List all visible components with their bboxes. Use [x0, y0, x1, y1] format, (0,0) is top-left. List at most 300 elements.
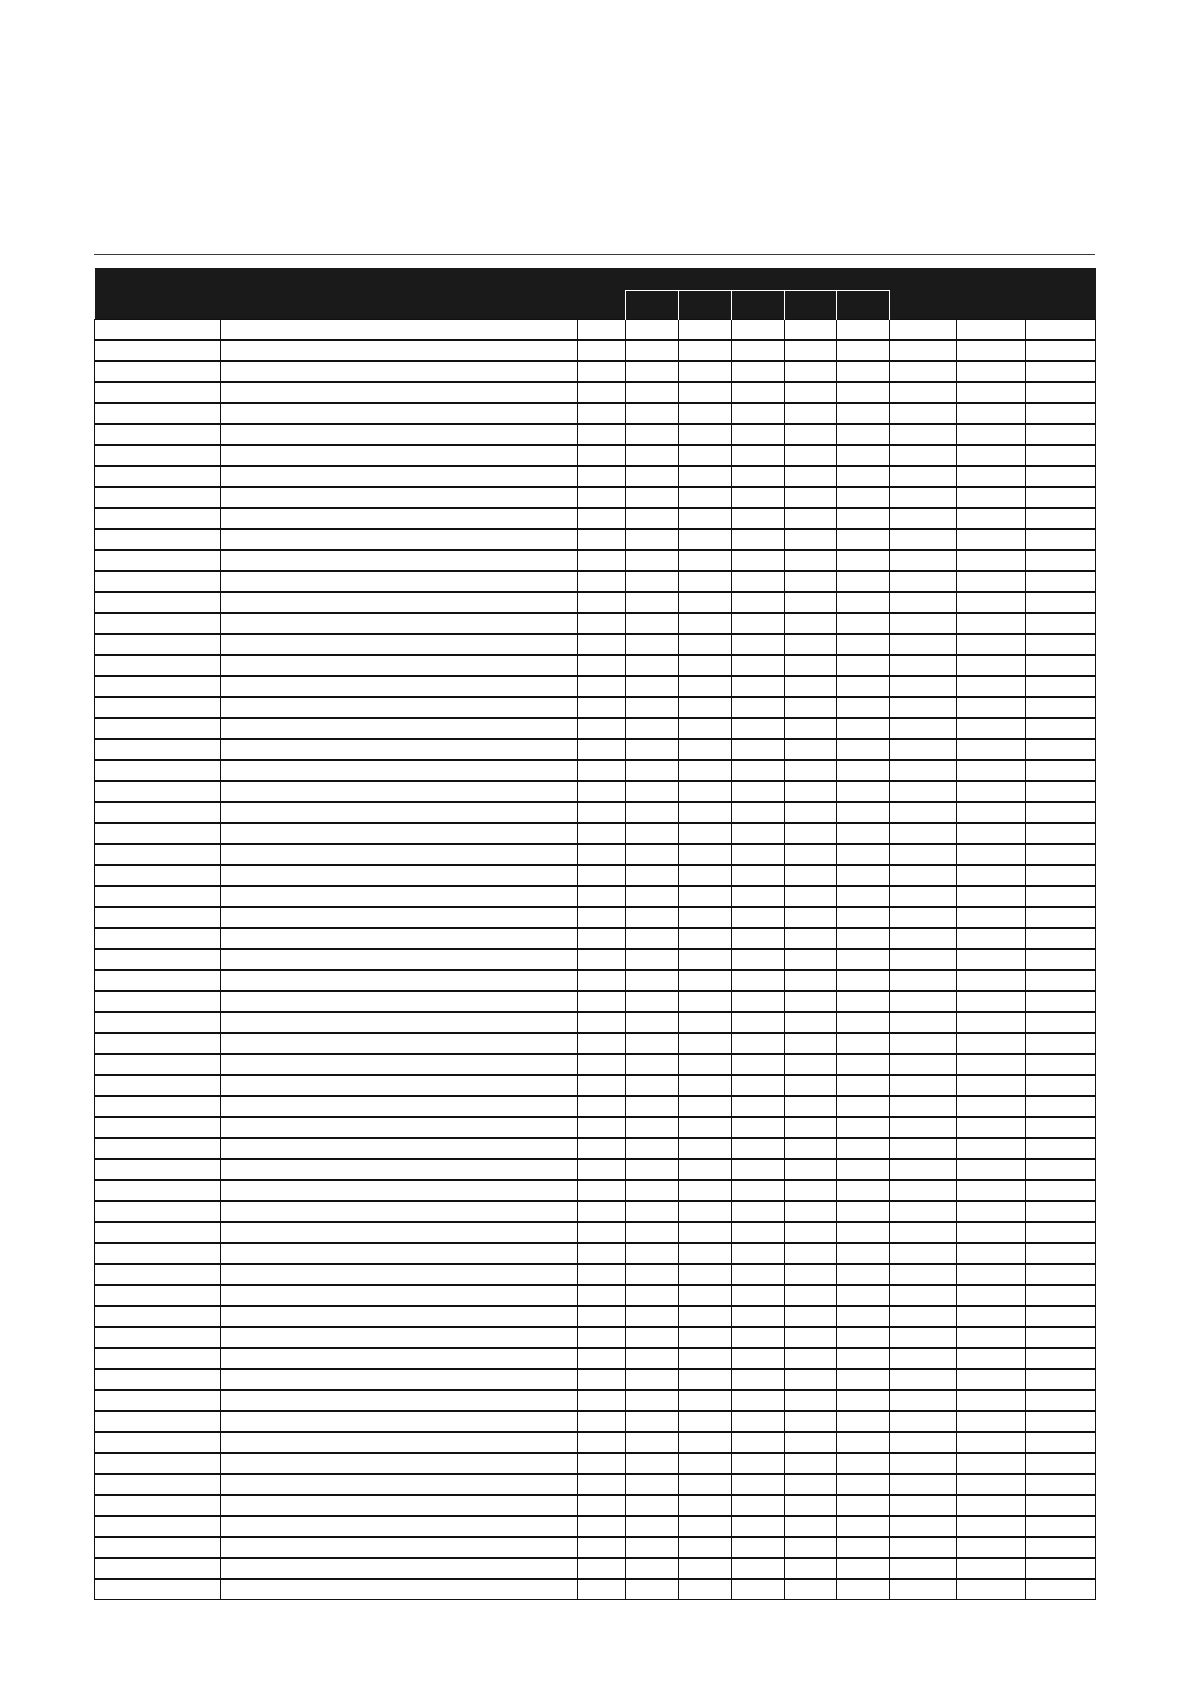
table-cell[interactable] [837, 1180, 890, 1201]
table-cell[interactable] [837, 1516, 890, 1537]
table-cell[interactable] [732, 1348, 785, 1369]
table-cell[interactable] [785, 424, 837, 445]
table-cell[interactable] [837, 760, 890, 781]
table-cell[interactable] [732, 1159, 785, 1180]
table-cell[interactable] [732, 1558, 785, 1579]
table-cell[interactable] [578, 340, 626, 361]
table-cell[interactable] [837, 676, 890, 697]
table-cell[interactable] [837, 529, 890, 550]
table-cell[interactable] [95, 718, 221, 739]
table-cell[interactable] [626, 1579, 679, 1600]
table-cell[interactable] [732, 844, 785, 865]
table-cell[interactable] [732, 886, 785, 907]
table-cell[interactable] [221, 802, 578, 823]
table-cell[interactable] [1026, 1222, 1096, 1243]
table-cell[interactable] [890, 697, 957, 718]
table-cell[interactable] [1026, 991, 1096, 1012]
table-cell[interactable] [221, 676, 578, 697]
table-cell[interactable] [732, 1201, 785, 1222]
table-cell[interactable] [221, 1390, 578, 1411]
table-cell[interactable] [95, 1327, 221, 1348]
table-cell[interactable] [95, 970, 221, 991]
table-cell[interactable] [890, 1558, 957, 1579]
table-cell[interactable] [679, 487, 732, 508]
table-cell[interactable] [890, 529, 957, 550]
table-cell[interactable] [95, 760, 221, 781]
table-cell[interactable] [679, 320, 732, 341]
table-cell[interactable] [890, 1537, 957, 1558]
table-cell[interactable] [679, 970, 732, 991]
table-cell[interactable] [221, 886, 578, 907]
table-cell[interactable] [95, 1012, 221, 1033]
table-cell[interactable] [679, 613, 732, 634]
table-cell[interactable] [785, 718, 837, 739]
table-cell[interactable] [626, 1432, 679, 1453]
table-cell[interactable] [1026, 424, 1096, 445]
table-cell[interactable] [957, 320, 1026, 341]
table-cell[interactable] [732, 1180, 785, 1201]
table-cell[interactable] [890, 634, 957, 655]
table-cell[interactable] [1026, 340, 1096, 361]
table-cell[interactable] [578, 403, 626, 424]
table-cell[interactable] [837, 550, 890, 571]
table-cell[interactable] [578, 1012, 626, 1033]
table-cell[interactable] [221, 655, 578, 676]
table-cell[interactable] [785, 487, 837, 508]
table-cell[interactable] [890, 676, 957, 697]
table-cell[interactable] [95, 991, 221, 1012]
table-cell[interactable] [679, 760, 732, 781]
table-cell[interactable] [626, 1264, 679, 1285]
table-cell[interactable] [1026, 1453, 1096, 1474]
table-cell[interactable] [890, 1012, 957, 1033]
table-cell[interactable] [679, 1411, 732, 1432]
table-cell[interactable] [890, 1075, 957, 1096]
table-cell[interactable] [732, 697, 785, 718]
table-cell[interactable] [1026, 1369, 1096, 1390]
table-cell[interactable] [890, 1327, 957, 1348]
table-cell[interactable] [221, 424, 578, 445]
table-cell[interactable] [95, 403, 221, 424]
table-cell[interactable] [95, 1264, 221, 1285]
table-cell[interactable] [785, 1138, 837, 1159]
table-cell[interactable] [957, 1222, 1026, 1243]
table-cell[interactable] [221, 1558, 578, 1579]
table-cell[interactable] [957, 676, 1026, 697]
table-cell[interactable] [221, 1054, 578, 1075]
table-cell[interactable] [679, 1432, 732, 1453]
table-cell[interactable] [578, 320, 626, 341]
table-cell[interactable] [1026, 613, 1096, 634]
table-cell[interactable] [785, 466, 837, 487]
table-cell[interactable] [578, 1558, 626, 1579]
table-cell[interactable] [221, 760, 578, 781]
table-cell[interactable] [95, 1579, 221, 1600]
table-cell[interactable] [679, 844, 732, 865]
table-cell[interactable] [95, 1054, 221, 1075]
table-cell[interactable] [221, 1117, 578, 1138]
table-cell[interactable] [890, 886, 957, 907]
table-cell[interactable] [1026, 1117, 1096, 1138]
table-cell[interactable] [1026, 1054, 1096, 1075]
table-cell[interactable] [679, 1243, 732, 1264]
table-cell[interactable] [785, 1243, 837, 1264]
table-cell[interactable] [837, 592, 890, 613]
table-cell[interactable] [626, 991, 679, 1012]
table-cell[interactable] [957, 1054, 1026, 1075]
table-cell[interactable] [578, 907, 626, 928]
table-cell[interactable] [679, 697, 732, 718]
table-cell[interactable] [578, 1138, 626, 1159]
table-cell[interactable] [890, 1285, 957, 1306]
table-cell[interactable] [890, 487, 957, 508]
table-cell[interactable] [785, 1327, 837, 1348]
table-cell[interactable] [957, 970, 1026, 991]
table-cell[interactable] [1026, 1012, 1096, 1033]
table-cell[interactable] [679, 1537, 732, 1558]
table-cell[interactable] [626, 1495, 679, 1516]
table-cell[interactable] [95, 487, 221, 508]
table-cell[interactable] [890, 1180, 957, 1201]
table-cell[interactable] [785, 508, 837, 529]
table-cell[interactable] [837, 1285, 890, 1306]
table-cell[interactable] [578, 487, 626, 508]
table-cell[interactable] [679, 1453, 732, 1474]
table-cell[interactable] [95, 361, 221, 382]
table-cell[interactable] [957, 1285, 1026, 1306]
table-cell[interactable] [890, 1033, 957, 1054]
table-cell[interactable] [785, 697, 837, 718]
table-cell[interactable] [837, 466, 890, 487]
table-cell[interactable] [221, 739, 578, 760]
table-cell[interactable] [626, 1348, 679, 1369]
table-cell[interactable] [578, 928, 626, 949]
table-cell[interactable] [890, 1390, 957, 1411]
table-cell[interactable] [626, 1558, 679, 1579]
table-cell[interactable] [679, 781, 732, 802]
table-cell[interactable] [679, 508, 732, 529]
table-cell[interactable] [626, 382, 679, 403]
table-cell[interactable] [1026, 1096, 1096, 1117]
table-cell[interactable] [221, 1285, 578, 1306]
table-cell[interactable] [785, 1558, 837, 1579]
table-cell[interactable] [626, 613, 679, 634]
table-cell[interactable] [221, 1327, 578, 1348]
table-cell[interactable] [578, 550, 626, 571]
table-cell[interactable] [578, 1075, 626, 1096]
table-cell[interactable] [732, 592, 785, 613]
table-cell[interactable] [785, 823, 837, 844]
table-cell[interactable] [785, 1411, 837, 1432]
table-cell[interactable] [957, 1516, 1026, 1537]
table-cell[interactable] [221, 361, 578, 382]
table-cell[interactable] [957, 361, 1026, 382]
table-cell[interactable] [957, 550, 1026, 571]
table-cell[interactable] [221, 1264, 578, 1285]
table-cell[interactable] [1026, 760, 1096, 781]
table-cell[interactable] [785, 928, 837, 949]
table-cell[interactable] [732, 1411, 785, 1432]
table-cell[interactable] [95, 1432, 221, 1453]
table-cell[interactable] [785, 1159, 837, 1180]
table-cell[interactable] [890, 1201, 957, 1222]
table-cell[interactable] [837, 1369, 890, 1390]
table-cell[interactable] [679, 403, 732, 424]
table-cell[interactable] [890, 865, 957, 886]
table-cell[interactable] [785, 1306, 837, 1327]
table-cell[interactable] [626, 592, 679, 613]
table-cell[interactable] [679, 1012, 732, 1033]
table-cell[interactable] [95, 676, 221, 697]
table-cell[interactable] [679, 1138, 732, 1159]
table-cell[interactable] [679, 718, 732, 739]
table-cell[interactable] [1026, 823, 1096, 844]
table-cell[interactable] [679, 823, 732, 844]
table-cell[interactable] [578, 1579, 626, 1600]
table-cell[interactable] [890, 1432, 957, 1453]
table-cell[interactable] [1026, 1495, 1096, 1516]
table-cell[interactable] [1026, 928, 1096, 949]
table-cell[interactable] [732, 970, 785, 991]
table-cell[interactable] [785, 1201, 837, 1222]
table-cell[interactable] [1026, 466, 1096, 487]
table-cell[interactable] [837, 487, 890, 508]
table-cell[interactable] [221, 1033, 578, 1054]
table-cell[interactable] [785, 1474, 837, 1495]
table-cell[interactable] [732, 1075, 785, 1096]
table-cell[interactable] [1026, 1348, 1096, 1369]
table-cell[interactable] [1026, 1579, 1096, 1600]
table-cell[interactable] [221, 1348, 578, 1369]
table-cell[interactable] [957, 1348, 1026, 1369]
table-cell[interactable] [837, 1411, 890, 1432]
table-cell[interactable] [95, 1411, 221, 1432]
table-cell[interactable] [957, 424, 1026, 445]
table-cell[interactable] [1026, 1201, 1096, 1222]
table-cell[interactable] [626, 1012, 679, 1033]
table-cell[interactable] [578, 424, 626, 445]
table-cell[interactable] [679, 1558, 732, 1579]
table-cell[interactable] [578, 823, 626, 844]
table-cell[interactable] [957, 382, 1026, 403]
table-cell[interactable] [221, 865, 578, 886]
table-cell[interactable] [1026, 949, 1096, 970]
table-cell[interactable] [1026, 403, 1096, 424]
table-cell[interactable] [732, 1285, 785, 1306]
table-cell[interactable] [837, 1579, 890, 1600]
table-cell[interactable] [1026, 1411, 1096, 1432]
table-cell[interactable] [837, 340, 890, 361]
table-cell[interactable] [626, 655, 679, 676]
table-cell[interactable] [679, 1201, 732, 1222]
table-cell[interactable] [578, 1159, 626, 1180]
table-cell[interactable] [626, 949, 679, 970]
table-cell[interactable] [95, 928, 221, 949]
table-cell[interactable] [95, 466, 221, 487]
table-cell[interactable] [578, 1516, 626, 1537]
table-cell[interactable] [785, 571, 837, 592]
table-cell[interactable] [1026, 382, 1096, 403]
table-cell[interactable] [785, 1180, 837, 1201]
table-cell[interactable] [837, 928, 890, 949]
table-cell[interactable] [95, 1201, 221, 1222]
table-cell[interactable] [837, 1390, 890, 1411]
table-cell[interactable] [578, 1285, 626, 1306]
table-cell[interactable] [95, 1180, 221, 1201]
table-cell[interactable] [95, 1096, 221, 1117]
table-cell[interactable] [732, 676, 785, 697]
table-cell[interactable] [578, 1201, 626, 1222]
table-cell[interactable] [221, 949, 578, 970]
table-cell[interactable] [679, 1285, 732, 1306]
table-cell[interactable] [679, 1516, 732, 1537]
table-cell[interactable] [679, 529, 732, 550]
table-cell[interactable] [785, 1222, 837, 1243]
table-cell[interactable] [95, 634, 221, 655]
table-cell[interactable] [95, 382, 221, 403]
table-cell[interactable] [837, 1264, 890, 1285]
table-cell[interactable] [732, 1432, 785, 1453]
table-cell[interactable] [837, 571, 890, 592]
table-cell[interactable] [626, 1222, 679, 1243]
table-cell[interactable] [578, 1432, 626, 1453]
table-cell[interactable] [957, 508, 1026, 529]
table-cell[interactable] [221, 1516, 578, 1537]
table-cell[interactable] [890, 949, 957, 970]
table-cell[interactable] [1026, 571, 1096, 592]
table-cell[interactable] [837, 1054, 890, 1075]
table-cell[interactable] [578, 1537, 626, 1558]
table-cell[interactable] [679, 1096, 732, 1117]
table-cell[interactable] [626, 361, 679, 382]
table-cell[interactable] [957, 802, 1026, 823]
table-cell[interactable] [679, 1348, 732, 1369]
table-cell[interactable] [732, 907, 785, 928]
table-cell[interactable] [732, 1054, 785, 1075]
table-cell[interactable] [957, 844, 1026, 865]
table-cell[interactable] [837, 1117, 890, 1138]
table-cell[interactable] [679, 886, 732, 907]
table-cell[interactable] [221, 1411, 578, 1432]
table-cell[interactable] [626, 1411, 679, 1432]
table-cell[interactable] [95, 781, 221, 802]
table-cell[interactable] [1026, 1474, 1096, 1495]
table-cell[interactable] [221, 1201, 578, 1222]
table-cell[interactable] [95, 592, 221, 613]
table-cell[interactable] [1026, 445, 1096, 466]
table-cell[interactable] [957, 1159, 1026, 1180]
table-cell[interactable] [95, 1159, 221, 1180]
table-cell[interactable] [626, 1054, 679, 1075]
table-cell[interactable] [679, 655, 732, 676]
table-cell[interactable] [578, 634, 626, 655]
table-cell[interactable] [890, 508, 957, 529]
table-cell[interactable] [732, 529, 785, 550]
table-cell[interactable] [95, 1348, 221, 1369]
table-cell[interactable] [578, 1180, 626, 1201]
table-cell[interactable] [957, 1453, 1026, 1474]
table-cell[interactable] [95, 1369, 221, 1390]
table-cell[interactable] [785, 550, 837, 571]
table-cell[interactable] [679, 991, 732, 1012]
table-cell[interactable] [95, 1117, 221, 1138]
table-cell[interactable] [732, 1264, 785, 1285]
table-cell[interactable] [221, 466, 578, 487]
table-cell[interactable] [890, 718, 957, 739]
table-cell[interactable] [1026, 844, 1096, 865]
table-cell[interactable] [95, 886, 221, 907]
table-cell[interactable] [679, 1180, 732, 1201]
table-cell[interactable] [221, 1159, 578, 1180]
table-cell[interactable] [95, 1285, 221, 1306]
table-cell[interactable] [578, 676, 626, 697]
table-cell[interactable] [732, 487, 785, 508]
table-cell[interactable] [679, 676, 732, 697]
table-cell[interactable] [95, 445, 221, 466]
table-cell[interactable] [890, 1453, 957, 1474]
table-cell[interactable] [890, 361, 957, 382]
table-cell[interactable] [732, 718, 785, 739]
table-cell[interactable] [837, 697, 890, 718]
table-cell[interactable] [957, 1075, 1026, 1096]
table-cell[interactable] [957, 886, 1026, 907]
table-cell[interactable] [957, 1306, 1026, 1327]
table-cell[interactable] [890, 823, 957, 844]
table-cell[interactable] [732, 571, 785, 592]
table-cell[interactable] [1026, 529, 1096, 550]
table-cell[interactable] [679, 1327, 732, 1348]
table-cell[interactable] [1026, 1285, 1096, 1306]
table-cell[interactable] [578, 1495, 626, 1516]
table-cell[interactable] [221, 1180, 578, 1201]
table-cell[interactable] [1026, 320, 1096, 341]
table-cell[interactable] [578, 1222, 626, 1243]
table-cell[interactable] [221, 928, 578, 949]
table-cell[interactable] [785, 1495, 837, 1516]
table-cell[interactable] [837, 865, 890, 886]
table-cell[interactable] [578, 1327, 626, 1348]
table-cell[interactable] [837, 949, 890, 970]
table-cell[interactable] [1026, 1432, 1096, 1453]
table-cell[interactable] [837, 1075, 890, 1096]
table-cell[interactable] [578, 571, 626, 592]
table-cell[interactable] [785, 781, 837, 802]
table-cell[interactable] [221, 1537, 578, 1558]
table-cell[interactable] [837, 1432, 890, 1453]
table-cell[interactable] [221, 487, 578, 508]
table-cell[interactable] [957, 697, 1026, 718]
table-cell[interactable] [578, 1390, 626, 1411]
table-cell[interactable] [785, 529, 837, 550]
table-cell[interactable] [626, 1138, 679, 1159]
table-cell[interactable] [1026, 1180, 1096, 1201]
table-cell[interactable] [95, 844, 221, 865]
table-cell[interactable] [837, 634, 890, 655]
table-cell[interactable] [890, 1369, 957, 1390]
table-cell[interactable] [957, 781, 1026, 802]
table-cell[interactable] [221, 320, 578, 341]
table-cell[interactable] [890, 781, 957, 802]
table-cell[interactable] [837, 655, 890, 676]
table-cell[interactable] [957, 823, 1026, 844]
table-cell[interactable] [626, 340, 679, 361]
table-cell[interactable] [95, 823, 221, 844]
table-cell[interactable] [957, 991, 1026, 1012]
table-cell[interactable] [957, 466, 1026, 487]
table-cell[interactable] [95, 340, 221, 361]
table-cell[interactable] [626, 1285, 679, 1306]
table-cell[interactable] [95, 697, 221, 718]
